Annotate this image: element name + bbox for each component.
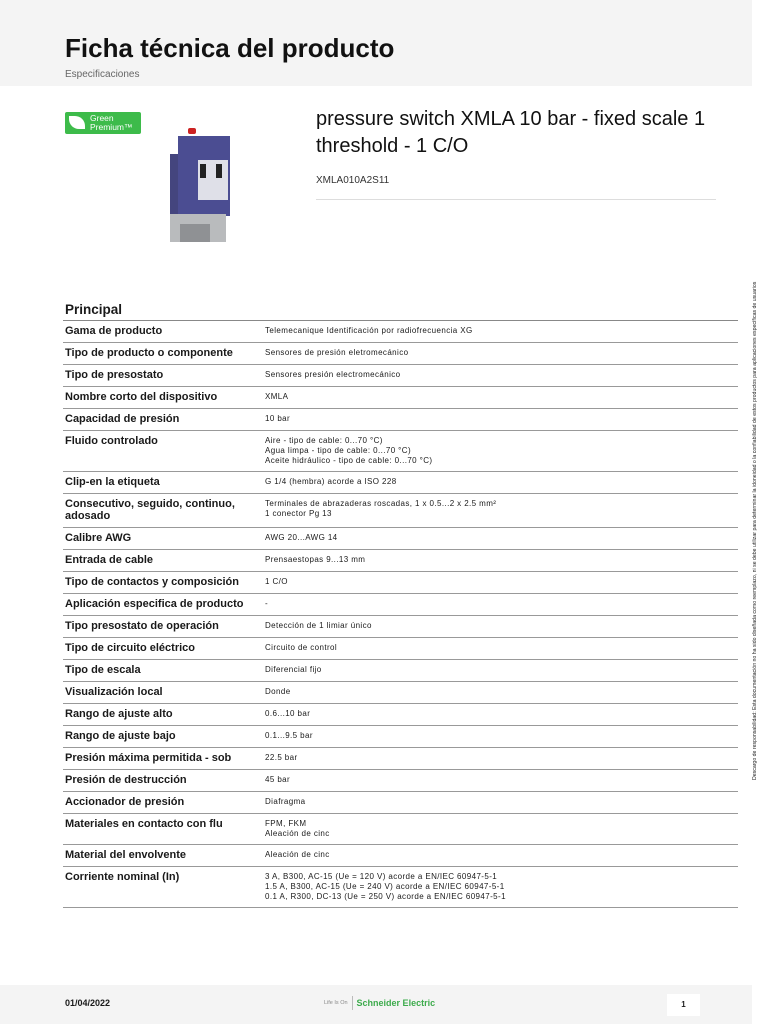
page-title: Ficha técnica del producto <box>65 33 395 63</box>
table-row <box>63 616 738 638</box>
spec-label: Tipo de escala <box>65 664 141 676</box>
table-row <box>63 704 738 726</box>
page-number: 1 <box>667 994 700 1016</box>
spec-value: Diferencial fijo <box>265 665 322 674</box>
table-row <box>63 845 738 867</box>
spec-value: AWG 20...AWG 14 <box>265 533 338 542</box>
spec-label: Rango de ajuste bajo <box>65 730 176 742</box>
spec-value: 22.5 bar <box>265 753 298 762</box>
table-row <box>63 748 738 770</box>
disclaimer: Descargo de responsabilidad: Esta documentación no ha sido diseñada como reemplazo, ni se debe utilizar para determinar la idoneidad o la confiabilidad de estos productos para aplicaciones específicas de usuarios <box>752 281 758 780</box>
table-row <box>63 472 738 494</box>
section-heading: Principal <box>65 302 123 317</box>
table-row <box>63 792 738 814</box>
spec-label: Presión máxima permitida - sob <box>65 752 232 764</box>
page-subtitle: Especificaciones <box>65 69 140 80</box>
table-row <box>63 867 738 908</box>
table-row <box>63 409 738 431</box>
spec-value: XMLA <box>265 392 289 401</box>
spec-value: G 1/4 (hembra) acorde a ISO 228 <box>265 477 397 486</box>
spec-label: Consecutivo, seguido, continuo, adosado <box>65 498 235 522</box>
spec-label: Fluido controlado <box>65 435 158 447</box>
spec-label: Nombre corto del dispositivo <box>65 391 218 403</box>
badge-line1: Green <box>90 113 114 123</box>
spec-value: Prensaestopas 9...13 mm <box>265 555 366 564</box>
spec-value: Circuito de control <box>265 643 338 652</box>
spec-label: Presión de destrucción <box>65 774 187 786</box>
table-row <box>63 494 738 528</box>
badge-line2: Premium™ <box>90 122 133 132</box>
spec-value: Terminales de abrazaderas roscadas, 1 x 0.5...2 x 2.5 mm² 1 conector Pg 13 <box>265 499 497 518</box>
spec-value: 45 bar <box>265 775 291 784</box>
spec-label: Rango de ajuste alto <box>65 708 173 720</box>
leaf-icon <box>69 116 85 129</box>
spec-value: Sensores de presión eletromecánico <box>265 348 409 357</box>
schneider-logo <box>324 996 435 1010</box>
footer <box>0 985 752 1024</box>
spec-value: Telemecanique Identificación por radiofrecuencia XG <box>265 326 473 335</box>
logo-tagline: Life Is On <box>324 996 353 1010</box>
table-row <box>63 682 738 704</box>
spec-value: 10 bar <box>265 414 291 423</box>
spec-label: Accionador de presión <box>65 796 185 808</box>
spec-label: Gama de producto <box>65 325 163 337</box>
footer-date: 01/04/2022 <box>65 998 111 1008</box>
table-row <box>63 660 738 682</box>
logo-brand: Schneider Electric <box>356 998 436 1008</box>
product-image <box>160 128 240 248</box>
spec-value: Aire - tipo de cable: 0...70 °C) Agua limpa - tipo de cable: 0...70 °C) Aceite hidráulico - tipo de cable: 0...70 °C) <box>265 436 433 465</box>
table-row <box>63 343 738 365</box>
spec-value: 0.6...10 bar <box>265 709 311 718</box>
spec-label: Visualización local <box>65 686 163 698</box>
spec-value: 1 C/O <box>265 577 288 586</box>
table-row <box>63 431 738 472</box>
spec-label: Calibre AWG <box>65 532 132 544</box>
spec-value: Sensores presión electromecánico <box>265 370 401 379</box>
spec-label: Tipo de contactos y composición <box>65 576 239 588</box>
table-row <box>63 550 738 572</box>
spec-table <box>63 320 738 908</box>
spec-label: Entrada de cable <box>65 554 154 566</box>
table-row <box>63 572 738 594</box>
table-row <box>63 387 738 409</box>
spec-label: Capacidad de presión <box>65 413 180 425</box>
spec-label: Tipo presostato de operación <box>65 620 219 632</box>
product-title: pressure switch XMLA 10 bar - fixed scale 1 threshold - 1 C/O <box>316 108 706 157</box>
spec-value: - <box>265 599 269 608</box>
product-code: XMLA010A2S11 <box>316 175 390 186</box>
spec-value: FPM, FKM Aleación de cinc <box>265 819 330 838</box>
table-row <box>63 770 738 792</box>
spec-label: Tipo de presostato <box>65 369 164 381</box>
table-row <box>63 321 738 343</box>
table-row <box>63 726 738 748</box>
spec-label: Tipo de circuito eléctrico <box>65 642 195 654</box>
spec-value: Aleación de cinc <box>265 850 330 859</box>
spec-value: Detección de 1 limiar único <box>265 621 372 630</box>
green-premium-badge <box>65 112 141 134</box>
spec-label: Tipo de producto o componente <box>65 347 233 359</box>
spec-label: Material del envolvente <box>65 849 187 861</box>
table-row <box>63 528 738 550</box>
spec-value: Donde <box>265 687 291 696</box>
table-row <box>63 365 738 387</box>
spec-label: Clip-en la etiqueta <box>65 476 160 488</box>
spec-label: Materiales en contacto con flu <box>65 818 223 830</box>
table-row <box>63 594 738 616</box>
spec-value: 0.1...9.5 bar <box>265 731 313 740</box>
header-band <box>0 0 752 86</box>
divider <box>316 199 716 200</box>
spec-label: Aplicación especifica de producto <box>65 598 244 610</box>
table-row <box>63 638 738 660</box>
spec-value: Diafragma <box>265 797 306 806</box>
spec-label: Corriente nominal (In) <box>65 871 180 883</box>
table-row <box>63 814 738 845</box>
spec-value: 3 A, B300, AC-15 (Ue = 120 V) acorde a EN/IEC 60947-5-1 1.5 A, B300, AC-15 (Ue = 240 V) acorde a EN/IEC 60947-5-1 0.1 A, R300, DC-13 (Ue = 250 V) acorde a EN/IEC 60947-5-1 <box>265 872 506 901</box>
